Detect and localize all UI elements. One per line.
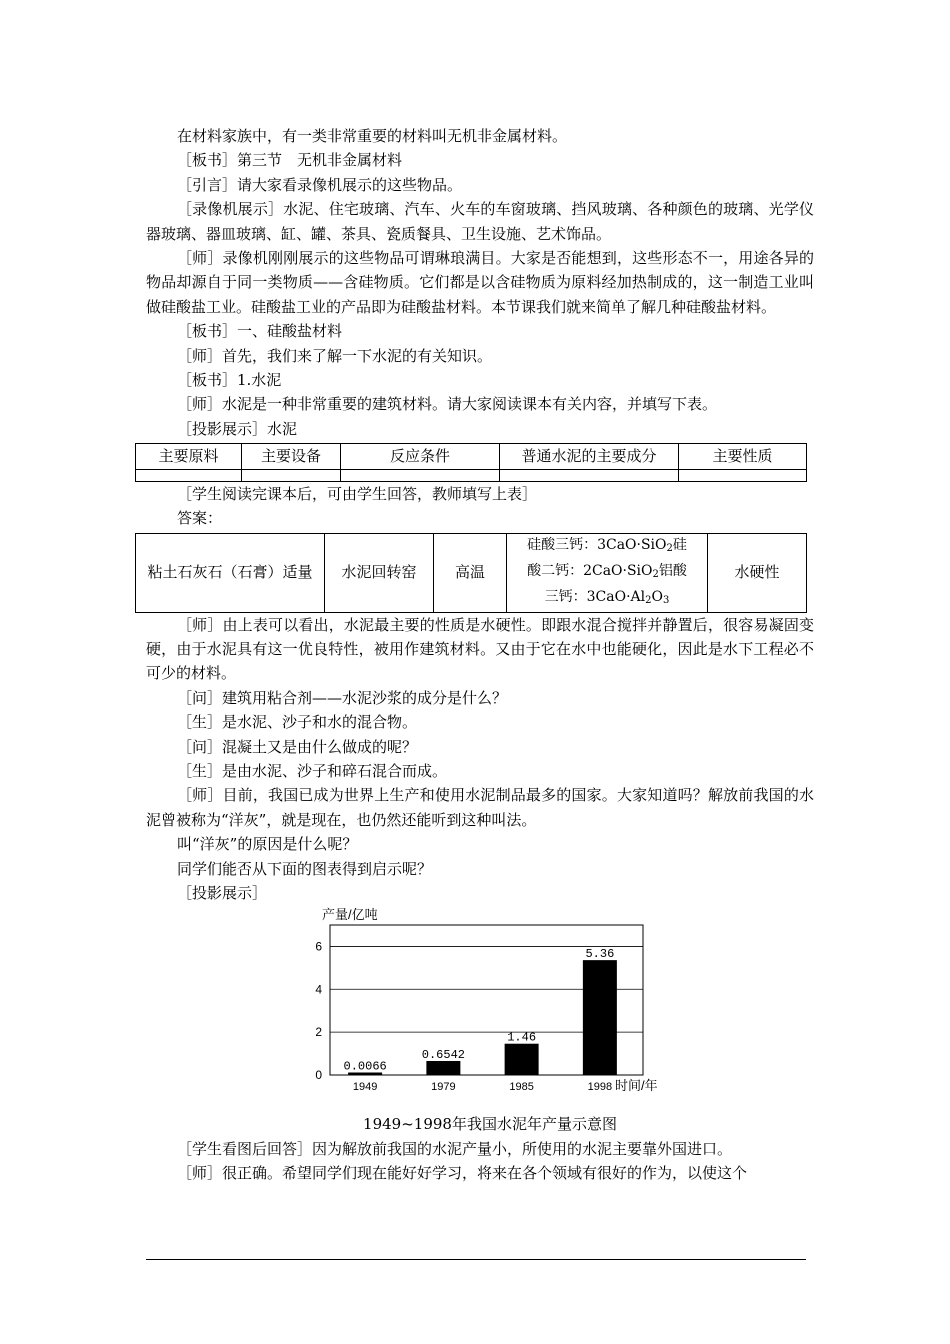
composition-cell <box>507 533 708 612</box>
table-row <box>136 533 807 612</box>
table-header-cell: 普通水泥的主要成分 <box>500 444 679 469</box>
composition-text: 三钙：3CaO·Al <box>544 588 646 605</box>
composition-text: 硅酸三钙：3CaO·SiO <box>527 536 667 553</box>
table-header-cell: 主要性质 <box>679 444 807 469</box>
bar <box>583 961 617 1076</box>
bar <box>505 1044 539 1075</box>
composition-line-2: 酸二钙：2CaO·SiO$_2$铝酸 <box>527 562 687 580</box>
table-cell <box>500 469 679 481</box>
x-tick-label: 1985 <box>509 1081 534 1094</box>
condition-cell: 高温 <box>434 533 507 612</box>
paragraph: ［师］目前，我国已成为世界上生产和使用水泥制品最多的国家。大家知道吗？解放前我国的水泥曾被称为“洋灰”，就是现在，也仍然还能听到这种叫法。 <box>146 786 814 829</box>
y-tick-label: 4 <box>315 982 322 997</box>
paragraph: ［生］是由水泥、沙子和碎石混合而成。 <box>177 761 448 780</box>
document-page <box>146 124 814 1186</box>
paragraph: ［问］建筑用粘合剂——水泥沙浆的成分是什么？ <box>177 688 508 707</box>
paragraph: ［生］是水泥、沙子和水的混合物。 <box>177 713 418 732</box>
composition-text: 酸二钙：2CaO·SiO <box>527 562 653 579</box>
paragraph: 叫“洋灰”的原因是什么呢？ <box>177 835 358 854</box>
paragraph: ［板书］1.水泥 <box>177 371 282 390</box>
table-cell <box>136 469 242 481</box>
chart-caption: 1949~1998年我国水泥年产量示意图 <box>363 1115 617 1134</box>
paragraph: ［师］水泥是一种非常重要的建筑材料。请大家阅读课本有关内容，并填写下表。 <box>177 395 718 414</box>
cement-production-chart <box>146 907 814 1112</box>
y-tick-label: 2 <box>315 1025 322 1040</box>
table-header-cell: 主要原料 <box>136 444 242 469</box>
table-header-cell: 主要设备 <box>242 444 341 469</box>
footer-divider <box>146 1259 806 1260</box>
paragraph: ［学生看图后回答］因为解放前我国的水泥产量小，所使用的水泥主要靠外国进口。 <box>177 1139 733 1158</box>
table-header-row <box>136 444 807 469</box>
composition-line-3: 三钙：$3CaO\cdot Al_2O_3$ <box>544 588 670 606</box>
property-cell: 水硬性 <box>708 533 807 612</box>
table-row <box>136 469 807 481</box>
paragraph: 答案： <box>177 509 223 528</box>
answer-table <box>135 533 807 613</box>
paragraph: ［投影展示］ <box>177 883 268 902</box>
data-label: 5.36 <box>585 947 615 962</box>
paragraph: ［录像机展示］水泥、住宅玻璃、汽车、火车的车窗玻璃、挡风玻璃、各种颜色的玻璃、光学仪器玻璃、器皿玻璃、缸、罐、茶具、瓷质餐具、卫生设施、艺术饰品。 <box>146 200 814 243</box>
composition-text: 铝酸 <box>658 562 687 579</box>
paragraph: ［师］首先，我们来了解一下水泥的有关知识。 <box>177 346 493 365</box>
x-tick-label: 1979 <box>431 1081 456 1094</box>
paragraph: ［板书］第三节 无机非金属材料 <box>177 151 403 170</box>
composition-text: O <box>651 588 663 605</box>
paragraph: ［问］混凝土又是由什么做成的呢？ <box>177 737 418 756</box>
chart-svg <box>146 907 814 1112</box>
table-cell <box>341 469 500 481</box>
paragraph: ［投影展示］水泥 <box>177 419 298 438</box>
paragraph: ［板书］一、硅酸盐材料 <box>177 322 343 341</box>
x-axis-label: 时间/年 <box>615 1078 658 1094</box>
y-tick-label: 0 <box>315 1068 322 1083</box>
equipment-cell: 水泥回转窑 <box>325 533 434 612</box>
paragraph: ［引言］请大家看录像机展示的这些物品。 <box>177 175 463 194</box>
x-tick-label: 1949 <box>352 1081 378 1094</box>
raw-material-cell: 粘土石灰石（石膏）适量 <box>136 533 325 612</box>
paragraph: ［师］由上表可以看出，水泥最主要的性质是水硬性。即跟水混合搅拌并静置后，很容易凝固变硬，由于水泥具有这一优良特性，被用作建筑材料。又由于它在水中也能硬化，因此是水下工程必不可少的材料。 <box>146 615 814 683</box>
y-tick-label: 6 <box>315 939 322 954</box>
x-tick-label: 1998 <box>587 1081 613 1094</box>
y-axis-label: 产量/亿吨 <box>322 907 378 923</box>
composition-text: 硅 <box>672 536 687 553</box>
table-cell <box>242 469 341 481</box>
paragraph: ［师］录像机刚刚展示的这些物品可谓琳琅满目。大家是否能想到，这些形态不一，用途各异的物品却源自于同一类物质——含硅物质。它们都是以含硅物质为原料经加热制成的，这一制造工业叫做硅酸盐工业。硅酸盐工业的产品即为硅酸盐材料。本节课我们就来简单了解几种硅酸盐材料。 <box>146 249 814 316</box>
paragraph: 同学们能否从下面的图表得到启示呢？ <box>177 859 433 878</box>
paragraph: ［学生阅读完课本后，可由学生回答，教师填写上表］ <box>177 484 538 503</box>
data-label: 0.0066 <box>343 1059 387 1074</box>
table-header-cell: 反应条件 <box>341 444 500 469</box>
data-label: 0.6542 <box>421 1048 465 1063</box>
paragraph: ［师］很正确。希望同学们现在能好好学习，将来在各个领域有很好的作为，以使这个 <box>177 1164 748 1183</box>
table-cell <box>679 469 807 481</box>
data-label: 1.46 <box>507 1031 537 1046</box>
composition-line-1: 硅酸三钙：3CaO·SiO$_2$硅 <box>527 536 687 554</box>
paragraph: 在材料家族中，有一类非常重要的材料叫无机非金属材料。 <box>177 127 568 145</box>
fill-in-table <box>135 443 807 481</box>
bar <box>426 1061 460 1075</box>
